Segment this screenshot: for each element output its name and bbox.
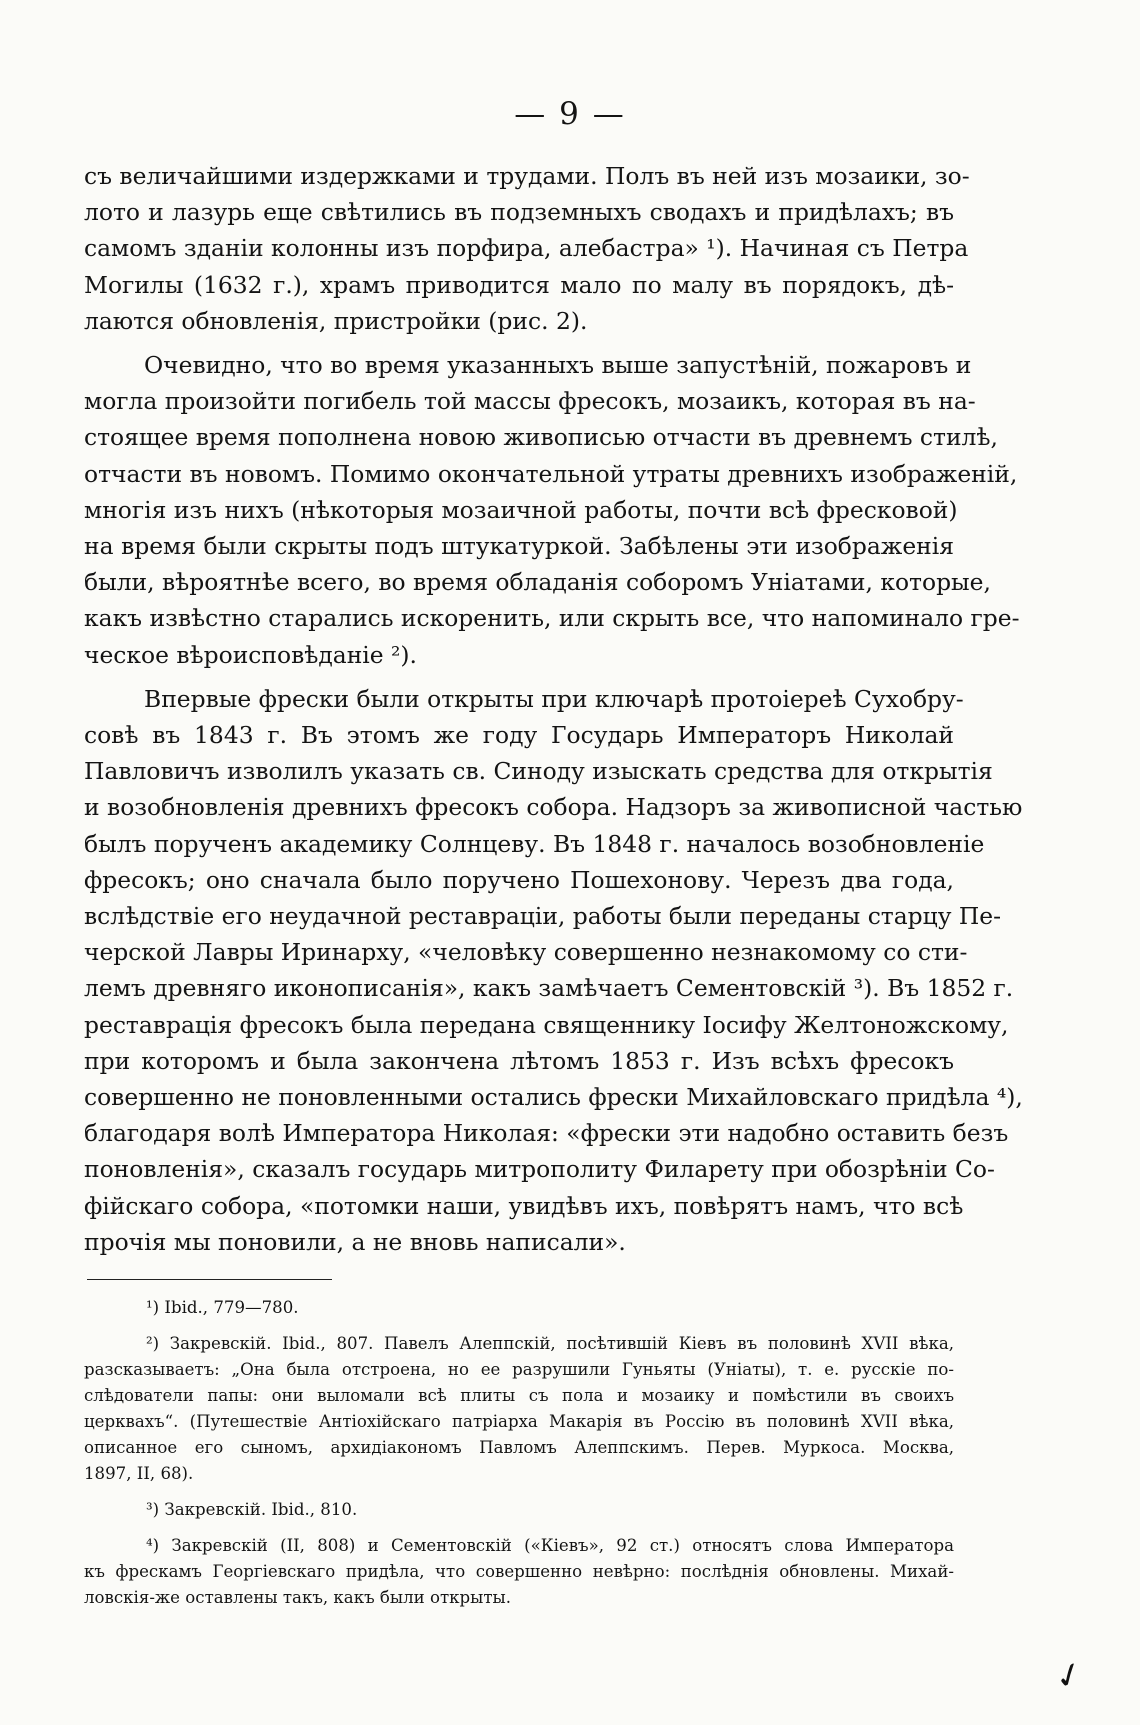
check-mark-icon: ✓: [1049, 1652, 1090, 1700]
footnote-line: къ фрескамъ Георгіевскаго придѣла, что совершенно невѣрно: послѣднія обновлены. Михай-: [84, 1562, 954, 1581]
text-line: многія изъ нихъ (нѣкоторыя мозаичной работы, почти всѣ фресковой): [84, 495, 958, 524]
text-line: Павловичъ изволилъ указать св. Синоду изыскать средства для открытія: [84, 757, 993, 786]
text-line: могла произойти погибель той массы фресокъ, мозаикъ, которая въ на-: [84, 387, 976, 416]
text-line: лемъ древняго иконописанія», какъ замѣчаетъ Сементовскій ³). Въ 1852 г.: [84, 974, 1014, 1003]
text-line: были, вѣроятнѣе всего, во время обладанія соборомъ Уніатами, которые,: [84, 568, 991, 597]
paragraph-2: [84, 347, 1020, 673]
footnote-4: [84, 1533, 954, 1611]
footnote-separator: [87, 1279, 332, 1280]
text-line: фресокъ; оно сначала было поручено Пошехонову. Черезъ два года,: [84, 865, 954, 894]
text-line: былъ порученъ академику Солнцеву. Въ 1848 г. началось возобновленіе: [84, 829, 985, 858]
text-line: лото и лазурь еще свѣтились въ подземныхъ сводахъ и придѣлахъ; въ: [84, 198, 954, 227]
text-line: благодаря волѣ Императора Николая: «фрески эти надобно оставить безъ: [84, 1119, 1009, 1148]
text-line: прочія мы поновили, а не вновь написали».: [84, 1227, 626, 1256]
footnote-line: ловскія-же оставлены такъ, какъ были открыты.: [84, 1588, 512, 1607]
text-line: Могилы (1632 г.), храмъ приводится мало по малу въ порядокъ, дѣ-: [84, 270, 954, 299]
text-line: съ величайшими издержками и трудами. Полъ въ ней изъ мозаики, зо-: [84, 162, 970, 190]
footnote-line: разсказываетъ: „Она была отстроена, но ее разрушили Гуньяты (Уніаты), т. е. русскіе по-: [84, 1360, 954, 1379]
paragraph-1: [84, 158, 970, 339]
text-line: ческое вѣроисповѣданіе ²).: [84, 640, 417, 669]
text-line: какъ извѣстно старались искоренить, или скрыть все, что напоминало гре-: [84, 604, 1020, 633]
footnotes: [84, 1295, 954, 1621]
text-line: самомъ зданіи колонны изъ порфира, алебастра» ¹). Начиная съ Петра: [84, 234, 969, 263]
text-line: реставрація фресокъ была передана священнику Іосифу Желтоножскому,: [84, 1010, 1009, 1039]
main-text: [84, 158, 1023, 1268]
footnote-line: ⁴) Закревскій (II, 808) и Сементовскій («Кіевъ», 92 ст.) относятъ слова Императора: [146, 1536, 954, 1555]
footnote-3: [84, 1497, 954, 1523]
footnote-line: ³) Закревскій. Ibid., 810.: [146, 1500, 358, 1519]
text-line: Очевидно, что во время указанныхъ выше запустѣній, пожаровъ и: [144, 351, 972, 380]
paragraph-3: [84, 681, 1023, 1260]
page-number: — 9 —: [514, 96, 626, 132]
text-line: поновленія», сказалъ государь митрополиту Филарету при обозрѣніи Со-: [84, 1155, 995, 1184]
footnote-line: 1897, II, 68).: [84, 1464, 194, 1483]
text-line: лаются обновленія, пристройки (рис. 2).: [84, 306, 588, 335]
text-line: фійскаго собора, «потомки наши, увидѣвъ ихъ, повѣрятъ намъ, что всѣ: [84, 1191, 964, 1220]
footnote-line: слѣдователи папы: они выломали всѣ плиты съ пола и мозаику и помѣстили въ своихъ: [84, 1386, 954, 1405]
text-line: вслѣдствіе его неудачной реставраціи, работы были переданы старцу Пе-: [84, 902, 1002, 931]
text-line: совершенно не поновленными остались фрески Михайловскаго придѣла ⁴),: [84, 1083, 1023, 1112]
footnote-2: [84, 1331, 954, 1487]
text-line: стоящее время пополнена новою живописью отчасти въ древнемъ стилѣ,: [84, 423, 998, 452]
footnote-line: ¹) Ibid., 779—780.: [146, 1298, 299, 1317]
footnote-line: описанное его сыномъ, архидіакономъ Павломъ Алеппскимъ. Перев. Муркоса. Москва,: [84, 1438, 954, 1457]
footnote-line: церквахъ“. (Путешествіе Антіохійскаго патріарха Макарія въ Россію въ половинѣ XVII вѣка,: [84, 1412, 954, 1431]
footnote-1: [84, 1295, 954, 1321]
text-line: черской Лавры Иринарху, «человѣку совершенно незнакомому со сти-: [84, 938, 968, 967]
text-line: Впервые фрески были открыты при ключарѣ протоіереѣ Сухобру-: [144, 684, 964, 713]
footnote-line: ²) Закревскій. Ibid., 807. Павелъ Алеппскій, посѣтившій Кіевъ въ половинѣ XVII вѣка,: [146, 1334, 954, 1353]
text-line: отчасти въ новомъ. Помимо окончательной утраты древнихъ изображеній,: [84, 459, 1018, 488]
text-line: совѣ въ 1843 г. Въ этомъ же году Государь Императоръ Николай: [84, 721, 954, 750]
text-line: при которомъ и была закончена лѣтомъ 1853 г. Изъ всѣхъ фресокъ: [84, 1046, 954, 1075]
text-line: и возобновленія древнихъ фресокъ собора. Надзоръ за живописной частью: [84, 793, 1023, 822]
text-line: на время были скрыты подъ штукатуркой. Забѣлены эти изображенія: [84, 532, 954, 561]
